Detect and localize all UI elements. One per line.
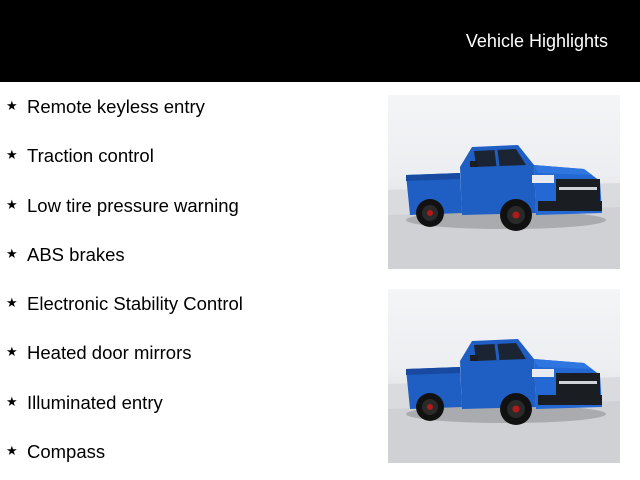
feature-label: ABS brakes bbox=[27, 243, 125, 265]
star-icon: ★ bbox=[6, 147, 18, 163]
header-bar bbox=[0, 0, 640, 82]
star-icon: ★ bbox=[6, 245, 18, 261]
feature-label: Low tire pressure warning bbox=[27, 194, 239, 216]
list-item bbox=[0, 243, 370, 292]
star-icon: ★ bbox=[6, 443, 18, 459]
feature-label: Traction control bbox=[27, 145, 154, 167]
list-item bbox=[0, 341, 370, 390]
truck-illustration bbox=[388, 95, 620, 269]
star-icon: ★ bbox=[6, 98, 18, 113]
list-item bbox=[0, 144, 370, 193]
feature-list bbox=[0, 95, 370, 480]
list-item bbox=[0, 95, 370, 144]
page-title: Vehicle Highlights bbox=[465, 31, 608, 51]
list-item bbox=[0, 292, 370, 341]
feature-label: Illuminated entry bbox=[27, 391, 163, 413]
list-item bbox=[0, 194, 370, 243]
star-icon: ★ bbox=[6, 344, 18, 360]
feature-label: Remote keyless entry bbox=[27, 96, 205, 117]
star-icon: ★ bbox=[6, 295, 18, 311]
feature-label: Heated door mirrors bbox=[27, 342, 192, 364]
feature-label: Compass bbox=[27, 441, 106, 463]
list-item bbox=[0, 391, 370, 440]
feature-label: Electronic Stability Control bbox=[27, 293, 243, 315]
star-icon: ★ bbox=[6, 196, 18, 212]
truck-illustration bbox=[388, 289, 620, 463]
vehicle-photo[interactable] bbox=[388, 95, 620, 269]
list-item bbox=[0, 440, 370, 480]
star-icon: ★ bbox=[6, 393, 18, 409]
vehicle-photo[interactable] bbox=[388, 289, 620, 463]
